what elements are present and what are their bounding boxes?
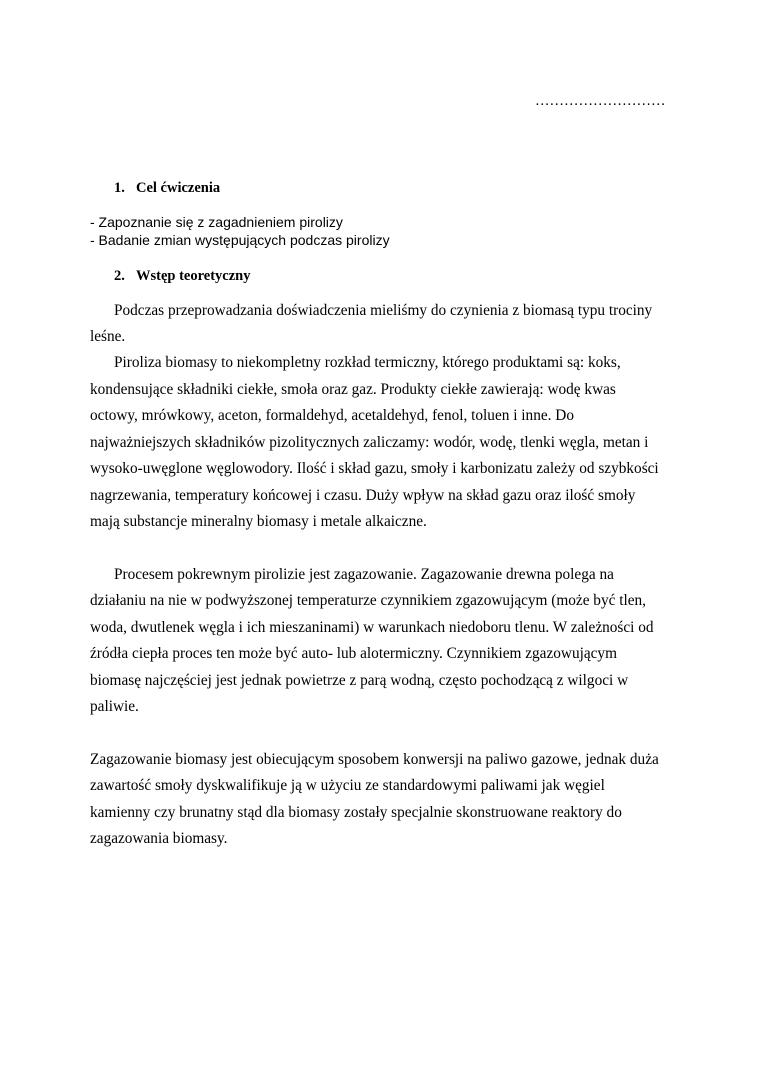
paragraph-4-line: Zagazowanie biomasy jest obiecującym sposobem konwersji na paliwo gazowe, jednak duża: [90, 751, 659, 768]
paragraph-2-line: najważniejszych składników pizolitycznych zaliczamy: wodór, wodę, tlenki węgla, metan i: [90, 434, 649, 451]
objective-item: - Zapoznanie się z zagadnieniem pirolizy: [90, 214, 343, 230]
paragraph-2-line: nagrzewania, temperatury końcowej i czasu. Duży wpływ na skład gazu oraz ilość smoły: [90, 487, 636, 504]
section-2-number: 2.: [114, 268, 125, 284]
section-2-title: Wstęp teoretyczny: [136, 268, 251, 284]
paragraph-4-line: kamienny czy brunatny stąd dla biomasy zostały specjalnie skonstruowane reaktory do: [90, 804, 622, 821]
paragraph-2-line: Piroliza biomasy to niekompletny rozkład termiczny, którego produktami są: koks,: [114, 354, 621, 371]
paragraph-4-line: zagazowania biomasy.: [90, 830, 228, 847]
paragraph-3-line: Procesem pokrewnym pirolizie jest zagazowanie. Zagazowanie drewna polega na: [114, 566, 614, 583]
section-2-heading: [114, 268, 251, 285]
objective-item: - Badanie zmian występujących podczas pirolizy: [90, 232, 390, 248]
section-1-number: 1.: [114, 180, 125, 196]
paragraph-4-line: zawartość smoły dyskwalifikuje ją w użyciu ze standardowymi paliwami jak węgiel: [90, 777, 605, 794]
paragraph-3-line: paliwie.: [90, 698, 139, 715]
paragraph-2-line: mają substancje mineralny biomasy i metale alkaiczne.: [90, 513, 427, 530]
paragraph-1-line: Podczas przeprowadzania doświadczenia mieliśmy do czynienia z biomasą typu trociny: [114, 302, 653, 319]
paragraph-1-line: leśne.: [90, 328, 126, 345]
paragraph-3-line: woda, dwutlenek węgla i ich mieszaninami) w warunkach niedoboru tlenu. W zależności od: [90, 619, 654, 636]
section-1-title: Cel ćwiczenia: [136, 180, 221, 196]
paragraph-2-line: octowy, mrówkowy, aceton, formaldehyd, acetaldehyd, fenol, toluen i inne. Do: [90, 407, 574, 424]
paragraph-3-line: działaniu na nie w podwyższonej temperaturze czynnikiem zgazowującym (może być tlen,: [90, 592, 646, 609]
signature-dots: ………………………: [535, 93, 666, 109]
paragraph-2-line: kondensujące składniki ciekłe, smoła oraz gaz. Produkty ciekłe zawierają: wodę kwas: [90, 381, 616, 398]
paragraph-2-line: wysoko-uwęglone węglowodory. Ilość i skład gazu, smoły i karbonizatu zależy od szybkości: [90, 460, 659, 477]
paragraph-3-line: źródła ciepła proces ten może być auto- lub alotermiczny. Czynnikiem zgazowującym: [90, 645, 617, 662]
paragraph-3-line: biomasę najczęściej jest jednak powietrze z parą wodną, często pochodzącą z wilgoci w: [90, 672, 629, 689]
section-1-heading: [114, 180, 220, 197]
